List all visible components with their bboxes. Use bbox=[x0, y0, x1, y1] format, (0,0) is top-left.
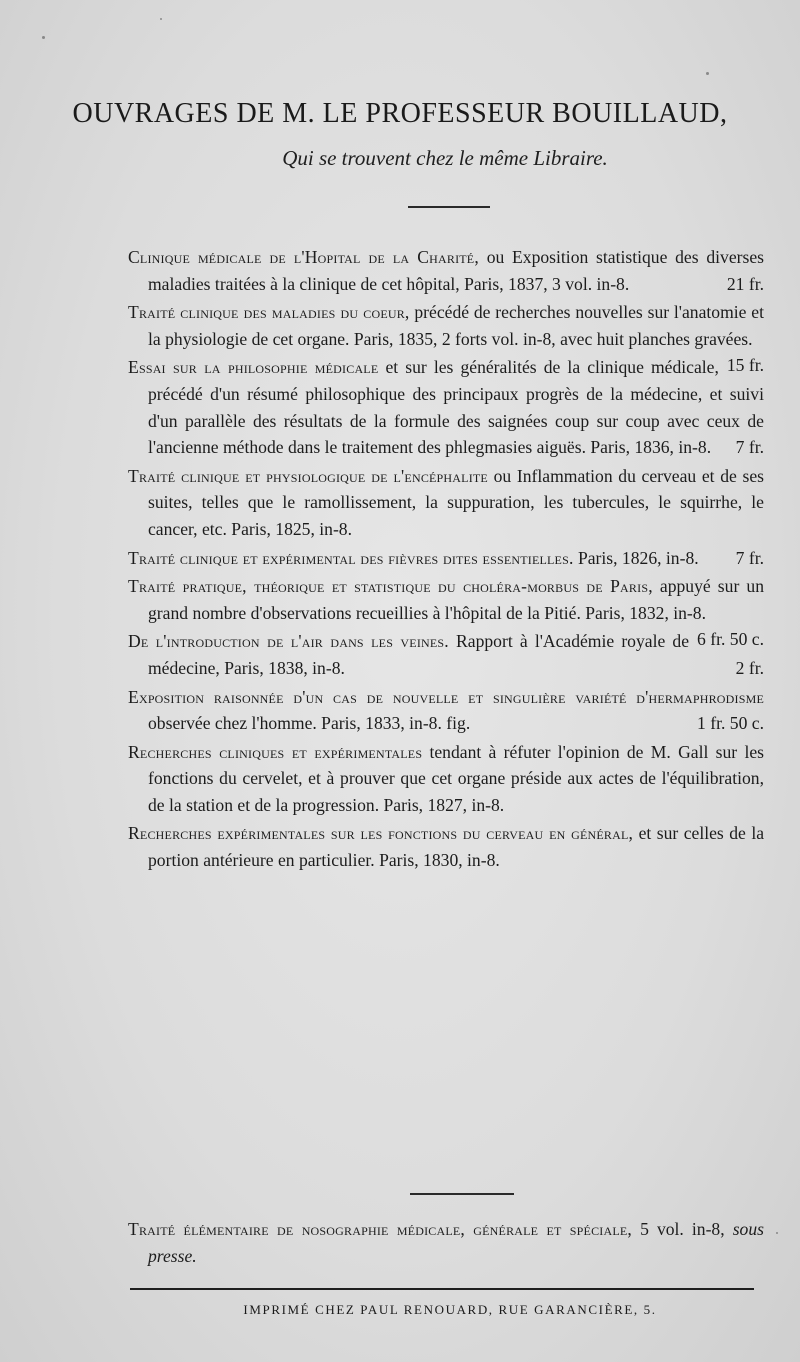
entry-description: 5 vol. in-8, bbox=[632, 1219, 733, 1239]
page-title: OUVRAGES DE M. LE PROFESSEUR BOUILLAUD, bbox=[72, 98, 728, 129]
entry-title: Essai sur la philosophie médicale bbox=[128, 357, 379, 378]
list-item bbox=[128, 463, 764, 543]
list-item bbox=[128, 545, 764, 572]
entry-price: 7 fr. bbox=[735, 547, 764, 568]
entry-title: Traité clinique et physiologique de l'encéphalite bbox=[128, 465, 488, 486]
entry-title: Recherches cliniques et expérimentales bbox=[128, 741, 423, 762]
list-item bbox=[128, 244, 764, 297]
entry-description: tendant à réfuter l'opinion de M. Gall sur les fonctions du cervelet, et à prouver que cet organe préside aux actes de l'équilibration, de la station et de la progression. Paris, 1827, in-8. bbox=[148, 741, 764, 815]
entry-title: De l'introduction de l'air dans les veines. bbox=[128, 631, 449, 652]
entry-description: observée chez l'homme. Paris, 1833, in-8. fig. bbox=[148, 713, 471, 734]
entry-price: 7 fr. bbox=[735, 437, 764, 458]
entry-description: ou Exposition statistique des diverses maladies traitées à la clinique de cet hôpital, Paris, 1837, 3 vol. in-8. bbox=[148, 247, 764, 294]
works-list bbox=[128, 244, 764, 876]
entry-price: 15 fr. bbox=[726, 355, 764, 376]
entry-description: précédé de recherches nouvelles sur l'anatomie et la physiologie de cet organe. Paris, 1835, 2 forts vol. in-8, avec huit planches gravées. bbox=[148, 302, 764, 349]
middle-divider bbox=[410, 1193, 514, 1195]
list-item bbox=[128, 684, 764, 737]
list-item bbox=[128, 628, 764, 681]
top-divider bbox=[408, 206, 490, 208]
page-subtitle: Qui se trouvent chez le même Libraire. bbox=[282, 146, 608, 170]
entry-description: ou Inflammation du cerveau et de ses suites, telles que le ramollissement, la suppuration, les tubercules, le squirrhe, le cancer, etc. Paris, 1825, in-8. bbox=[148, 465, 764, 539]
entry-title: Clinique médicale de l'Hopital de la Charité, bbox=[128, 247, 479, 267]
bottom-divider bbox=[130, 1288, 754, 1290]
paper-speck bbox=[776, 1232, 778, 1234]
entry-description: et sur les généralités de la clinique médicale, précédé d'un résumé philosophique des principaux progrès de la médecine, et suivi d'un parallèle des résultats de la formule des saignées coup sur coup avec ceux de l'ancienne méthode dans le traitement des phlegmasies aiguës. Paris, 1836, in-8. bbox=[148, 357, 764, 458]
entry-description: appuyé sur un grand nombre d'observations recueillies à l'hôpital de la Pitié. Paris, 1832, in-8. bbox=[148, 576, 764, 623]
list-item bbox=[128, 354, 764, 460]
entry-title: Traité élémentaire de nosographie médicale, générale et spéciale, bbox=[128, 1219, 633, 1239]
entry-title: Traité pratique, théorique et statistique du choléra-morbus de Paris, bbox=[128, 576, 653, 597]
entry-price: 6 fr. 50 c. bbox=[697, 629, 764, 650]
printer-imprint: IMPRIMÉ CHEZ PAUL RENOUARD, RUE GARANCIÈRE, 5. bbox=[243, 1302, 657, 1317]
list-item bbox=[128, 820, 764, 873]
entry-price: 2 fr. bbox=[735, 657, 764, 678]
entry-description: et sur celles de la portion antérieure en particulier. Paris, 1830, in-8. bbox=[148, 823, 765, 871]
paper-speck bbox=[160, 18, 162, 20]
paper-speck bbox=[42, 36, 45, 39]
entry-title: Exposition raisonnée d'un cas de nouvelle et singulière variété d'hermaphrodisme bbox=[128, 686, 764, 707]
entry-description: Rapport à l'Académie royale de médecine, Paris, 1838, in-8. bbox=[148, 631, 690, 678]
list-item bbox=[128, 739, 764, 819]
entry-title: Traité clinique des maladies du coeur, bbox=[128, 302, 410, 323]
entry-description: Paris, 1826, in-8. bbox=[573, 547, 699, 568]
entry-price: 1 fr. 50 c. bbox=[697, 713, 764, 734]
entry-title: Recherches expérimentales sur les fonctions du cerveau en général, bbox=[128, 823, 634, 844]
entry-note: sous presse. bbox=[148, 1219, 764, 1266]
entry-price: 21 fr. bbox=[726, 273, 764, 294]
entry-title: Traité clinique et expérimental des fièvres dites essentielles. bbox=[128, 547, 574, 568]
forthcoming-entry bbox=[128, 1216, 764, 1269]
paper-speck bbox=[706, 72, 709, 75]
